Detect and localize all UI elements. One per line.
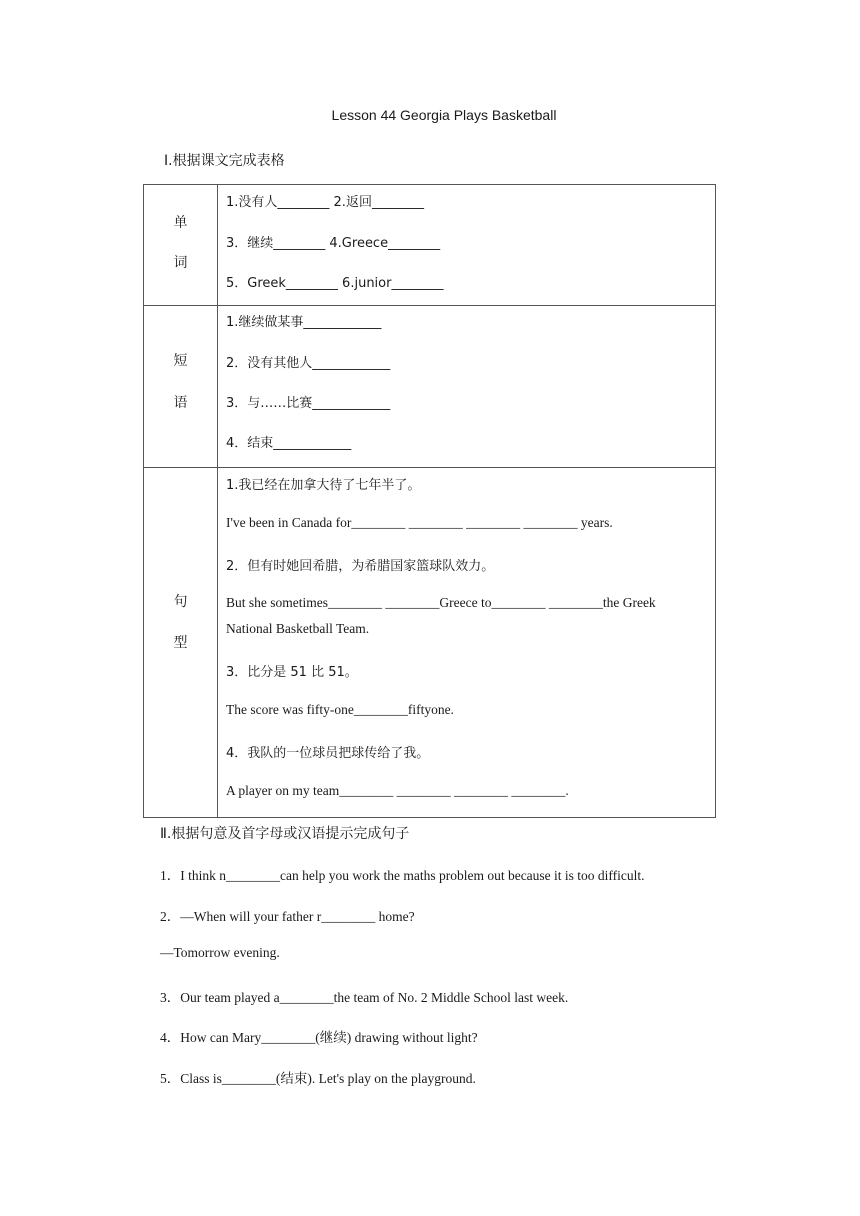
question-item: 5．Class is________(结束). Let's play on the playground.: [160, 1071, 476, 1086]
section-heading-1: Ⅰ.根据课文完成表格: [164, 153, 285, 169]
sentence-line: 4．我队的一位球员把球传给了我。: [226, 746, 430, 761]
words-line: 1.没有人________ 2.返回________: [226, 195, 424, 210]
sentence-line: 2．但有时她回希腊，为希腊国家篮球队效力。: [226, 559, 495, 574]
sentence-line: 3．比分是 51 比 51。: [226, 665, 358, 680]
sentence-line: A player on my team________ ________ ________ ________.: [226, 783, 569, 798]
row-label-phrases: [144, 305, 218, 467]
question-item: 2．—When will your father r________ home?: [160, 909, 415, 924]
label-char: 语: [173, 395, 188, 411]
phrase-line: 4．结束____________: [226, 436, 352, 451]
label-char: 单: [173, 215, 188, 231]
page-title: Lesson 44 Georgia Plays Basketball: [331, 107, 557, 123]
label-char: 型: [173, 635, 188, 651]
table-row-words: [143, 184, 716, 306]
sentence-line: 1.我已经在加拿大待了七年半了。: [226, 478, 421, 493]
label-char: 句: [173, 594, 188, 610]
sentence-line: I've been in Canada for________ ________ ________ ________ years.: [226, 515, 613, 530]
section-heading-2: Ⅱ.根据句意及首字母或汉语提示完成句子: [160, 826, 410, 842]
table-row-phrases: [143, 305, 716, 468]
sentence-line: National Basketball Team.: [226, 621, 370, 636]
row-label-words: [144, 185, 218, 305]
question-item: 4．How can Mary________(继续) drawing without light?: [160, 1030, 478, 1045]
sentence-line: The score was fifty-one________fiftyone.: [226, 702, 454, 717]
phrase-line: 3．与……比赛____________: [226, 396, 391, 411]
phrase-line: 1.继续做某事____________: [226, 315, 382, 330]
words-line: 3．继续________ 4.Greece________: [226, 236, 441, 251]
row-label-sentences: [144, 467, 218, 817]
question-item: 1．I think n________can help you work the maths problem out because it is too difficult.: [160, 868, 645, 883]
question-item: 3．Our team played a________the team of No. 2 Middle School last week.: [160, 990, 569, 1005]
label-char: 词: [173, 255, 188, 271]
sentence-line: But she sometimes________ ________Greece to________ ________the Greek: [226, 595, 656, 610]
words-line: 5．Greek________ 6.junior________: [226, 276, 444, 291]
phrase-line: 2．没有其他人____________: [226, 356, 391, 371]
table-row-sentences: [143, 467, 716, 818]
question-item: —Tomorrow evening.: [160, 945, 280, 960]
label-char: 短: [173, 353, 188, 369]
